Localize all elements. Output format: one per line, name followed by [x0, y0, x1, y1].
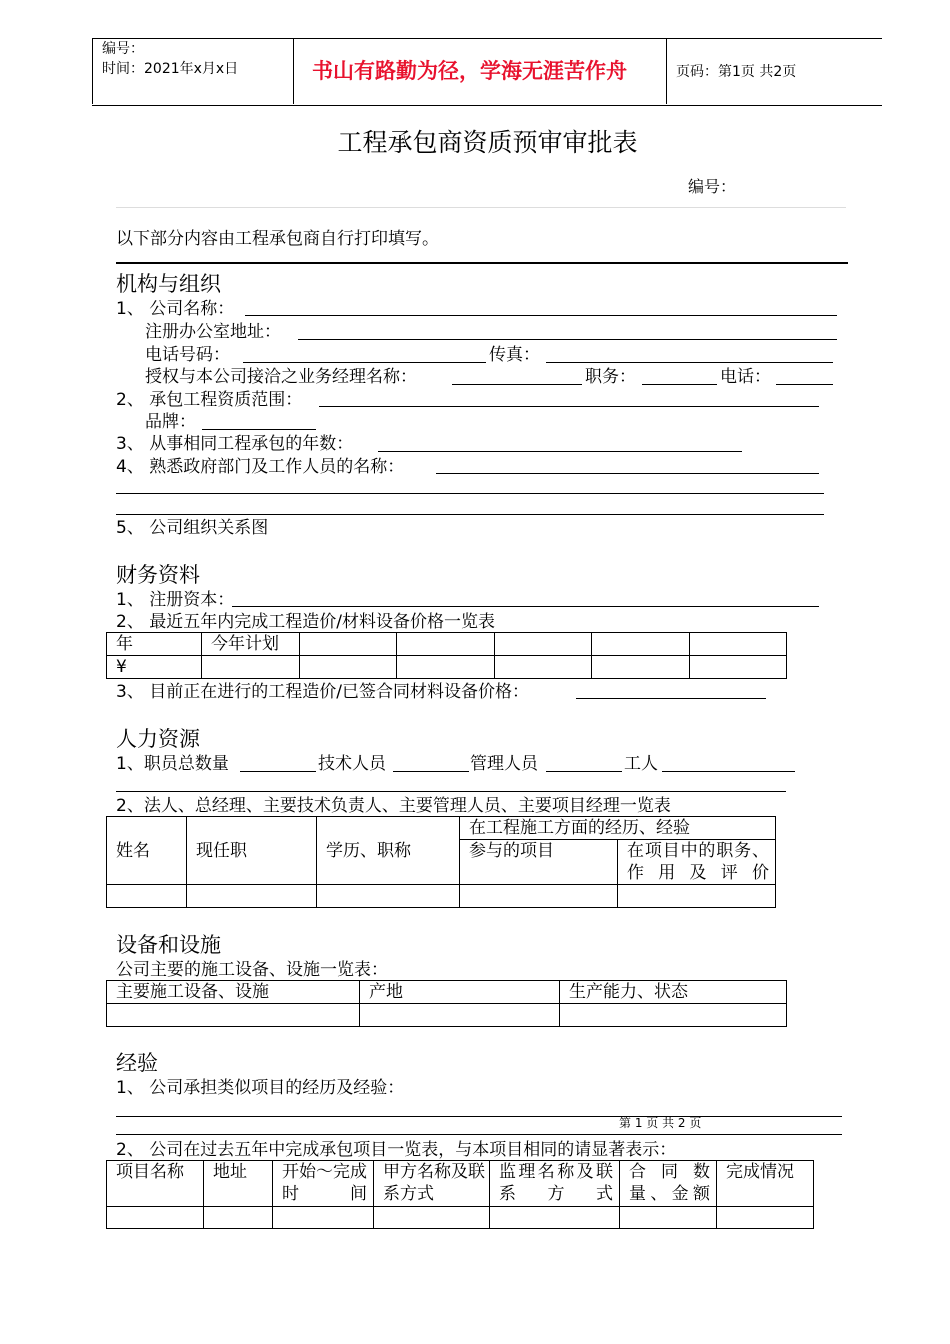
projects-col-name: 项目名称	[107, 1161, 204, 1207]
similar-exp-field[interactable]	[116, 1116, 842, 1117]
tech-staff-field[interactable]	[393, 771, 469, 772]
staff-col-position: 现任职	[187, 817, 317, 885]
brand-field[interactable]	[202, 429, 316, 430]
equip-list-title: 公司主要的施工设备、设施一览表：	[116, 960, 388, 980]
header-divider-left-edge	[92, 38, 93, 104]
worker-label: 工人	[624, 754, 658, 774]
staff-total-field[interactable]	[240, 771, 316, 772]
staff-col-edu: 学历、职称	[317, 817, 460, 885]
similar-exp-field-line-2[interactable]	[116, 1134, 842, 1135]
staff-col-exp: 在工程施工方面的经历、经验	[460, 817, 776, 840]
projects-col-client: 甲方名称及联系方式	[374, 1161, 490, 1207]
capital-label: 1、 注册资本：	[116, 590, 235, 610]
intro-text: 以下部分内容由工程承包商自行打印填写。	[116, 229, 439, 249]
capital-field[interactable]	[232, 606, 819, 607]
price-cell-year: 年	[107, 633, 202, 656]
header-motto: 书山有路勤为径，学海无涯苦作舟	[312, 59, 627, 83]
hr-heading: 人力资源	[116, 727, 200, 751]
projects-cell[interactable]	[273, 1207, 374, 1229]
projects-col-contract: 合同数量、金额	[620, 1161, 717, 1207]
position-label: 职务：	[585, 367, 636, 387]
staff-total-label: 1、职员总数量	[116, 754, 229, 774]
projects-table	[106, 1160, 814, 1229]
years-field[interactable]	[378, 451, 742, 452]
header-number-label: 编号：	[102, 41, 144, 57]
tel-label: 电话：	[720, 367, 771, 387]
tel-field[interactable]	[776, 384, 833, 385]
org-heading: 机构与组织	[116, 272, 221, 296]
price-cell[interactable]	[299, 656, 397, 679]
scope-label: 2、 承包工程资质范围：	[116, 390, 303, 410]
price-cell[interactable]	[397, 633, 495, 656]
equip-col-origin: 产地	[360, 981, 560, 1004]
projects-cell[interactable]	[204, 1207, 273, 1229]
page-title: 工程承包商资质预审审批表	[337, 128, 638, 157]
staff-cell[interactable]	[618, 885, 776, 908]
manager-field[interactable]	[452, 384, 582, 385]
current-price-label: 3、 目前正在进行的工程造价/已签合同材料设备价格：	[116, 682, 529, 702]
company-name-label: 1、 公司名称：	[116, 299, 235, 319]
current-price-field[interactable]	[576, 698, 766, 699]
mgmt-staff-field[interactable]	[546, 771, 622, 772]
header-page-label: 页码：第1页 共2页	[676, 64, 797, 80]
price-cell[interactable]	[689, 656, 787, 679]
price-cell[interactable]	[494, 633, 592, 656]
price-cell[interactable]	[592, 656, 690, 679]
projects-col-supervisor: 监理名称及联系方式	[490, 1161, 620, 1207]
equip-col-name: 主要施工设备、设施	[107, 981, 360, 1004]
staff-cell[interactable]	[107, 885, 187, 908]
office-address-field[interactable]	[298, 339, 837, 340]
price-cell[interactable]	[397, 656, 495, 679]
price-cell[interactable]	[689, 633, 787, 656]
title-rule	[116, 207, 846, 208]
price-cell[interactable]	[494, 656, 592, 679]
staff-cell[interactable]	[460, 885, 618, 908]
equip-table	[106, 980, 787, 1027]
years-label: 3、 从事相同工程承包的年数：	[116, 434, 354, 454]
header-divider-2	[666, 38, 667, 104]
staff-col-projects: 参与的项目	[460, 840, 618, 885]
price-cell[interactable]	[592, 633, 690, 656]
staff-col-role: 在项目中的职务、作用及评价	[618, 840, 776, 885]
footer-page-label: 第 1 页 共 2 页	[619, 1116, 702, 1130]
equip-cell[interactable]	[560, 1004, 787, 1027]
equip-cell[interactable]	[107, 1004, 360, 1027]
position-field[interactable]	[642, 384, 717, 385]
price-cell-currency: ¥	[107, 656, 202, 679]
tech-staff-label: 技术人员	[318, 754, 386, 774]
equip-heading: 设备和设施	[116, 933, 221, 957]
projects-cell[interactable]	[374, 1207, 490, 1229]
price-cell[interactable]	[202, 656, 300, 679]
manager-label: 授权与本公司接洽之业务经理名称：	[145, 367, 417, 387]
brand-label: 品牌：	[145, 412, 196, 432]
gov-label: 4、 熟悉政府部门及工作人员的名称：	[116, 457, 405, 477]
doc-number-label: 编号：	[688, 177, 737, 196]
phone-label: 电话号码：	[145, 345, 230, 365]
header-divider-1	[293, 38, 294, 104]
finance-heading: 财务资料	[116, 563, 200, 587]
equip-col-capacity: 生产能力、状态	[560, 981, 787, 1004]
office-address-label: 注册办公室地址：	[145, 322, 281, 342]
staff-col-name: 姓名	[107, 817, 187, 885]
projects-cell[interactable]	[620, 1207, 717, 1229]
price-cell[interactable]	[299, 633, 397, 656]
staff-list-title: 2、法人、总经理、主要技术负责人、主要管理人员、主要项目经理一览表	[116, 796, 671, 816]
projects-col-status: 完成情况	[717, 1161, 814, 1207]
staff-cell[interactable]	[317, 885, 460, 908]
similar-exp-label: 1、 公司承担类似项目的经历及经验：	[116, 1078, 405, 1098]
gov-field-line-2[interactable]	[116, 493, 824, 494]
staff-table	[106, 816, 776, 908]
mgmt-staff-label: 管理人员	[470, 754, 538, 774]
gov-field[interactable]	[436, 473, 819, 474]
projects-cell[interactable]	[490, 1207, 620, 1229]
price-list-title: 2、 最近五年内完成工程造价/材料设备价格一览表	[116, 612, 495, 632]
gov-field-line-3[interactable]	[116, 514, 824, 515]
hr-rule	[116, 791, 786, 792]
projects-cell[interactable]	[717, 1207, 814, 1229]
projects-list-title: 2、 公司在过去五年中完成承包项目一览表，与本项目相同的请显著表示：	[116, 1140, 677, 1160]
fax-label: 传真：	[489, 345, 540, 365]
projects-col-address: 地址	[204, 1161, 273, 1207]
fax-field[interactable]	[546, 362, 833, 363]
exp-heading: 经验	[116, 1051, 158, 1075]
worker-field[interactable]	[662, 771, 795, 772]
price-cell-plan: 今年计划	[202, 633, 300, 656]
scope-field[interactable]	[319, 406, 819, 407]
projects-cell[interactable]	[107, 1207, 204, 1229]
company-name-field[interactable]	[245, 315, 837, 316]
projects-col-time: 开始～完成时间	[273, 1161, 374, 1207]
org-chart-label: 5、 公司组织关系图	[116, 518, 269, 538]
phone-field[interactable]	[243, 362, 486, 363]
section-rule	[116, 262, 848, 264]
staff-cell[interactable]	[187, 885, 317, 908]
price-table	[106, 632, 787, 679]
header-time-label: 时间：2021年x月x日	[102, 61, 239, 77]
equip-cell[interactable]	[360, 1004, 560, 1027]
